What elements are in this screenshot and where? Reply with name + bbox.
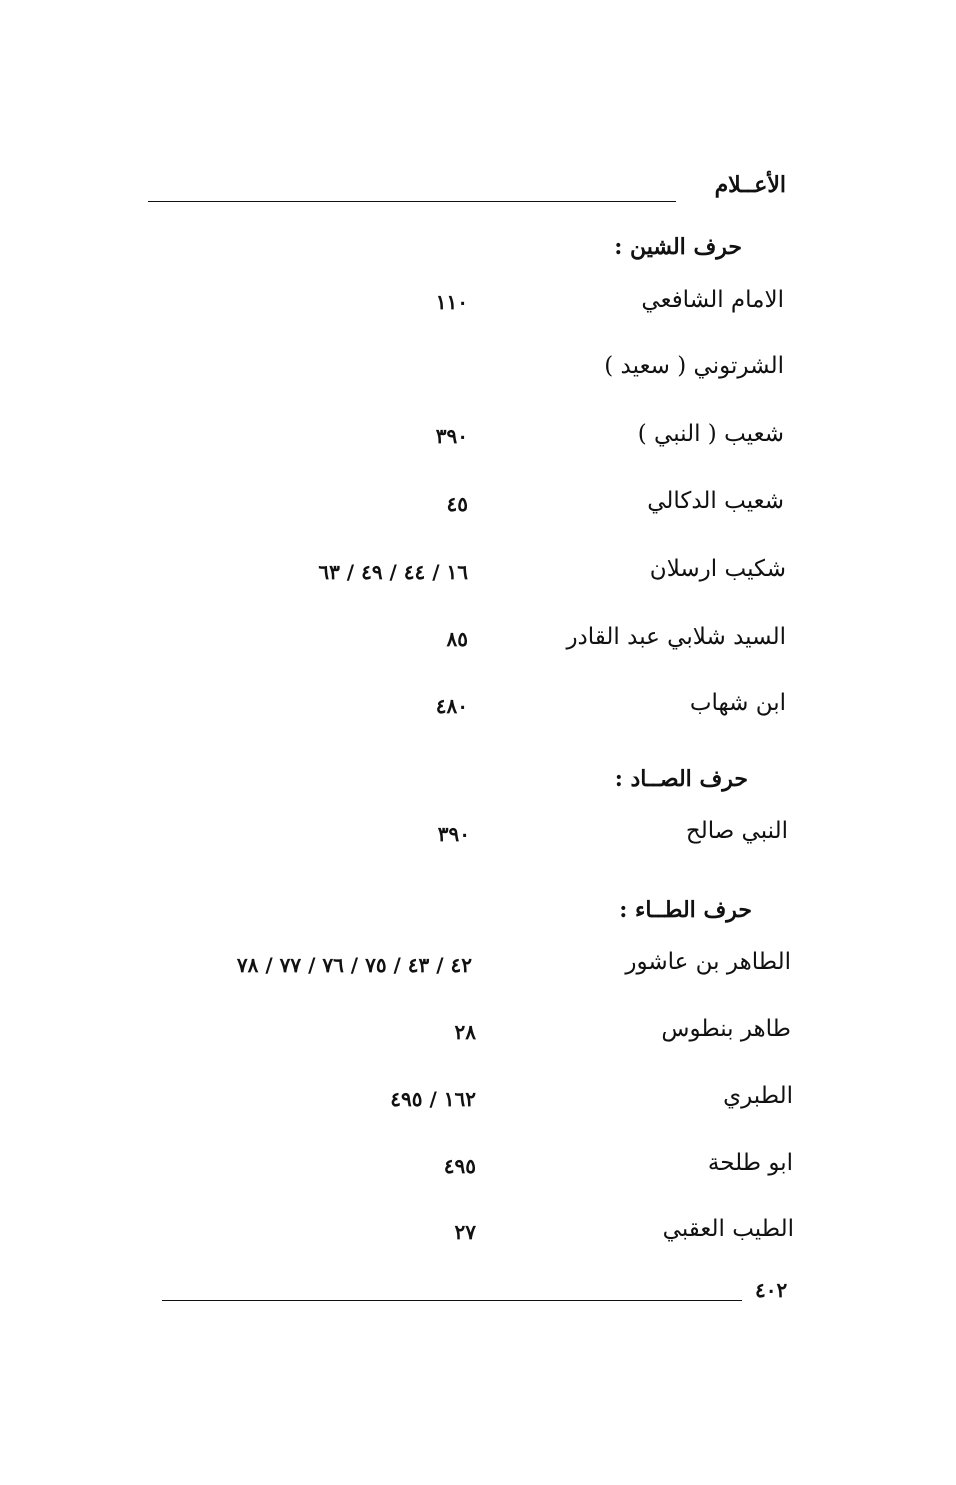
entry-name: الطيب العقبي	[662, 1216, 794, 1242]
entry-pages: ٤٢ / ٤٣ / ٧٥ / ٧٦ / ٧٧ / ٧٨	[236, 953, 472, 977]
entry-name: ابن شهاب	[689, 690, 786, 716]
entry-name: الطاهر بن عاشور	[625, 949, 791, 975]
entry-pages: ٤٨٠	[435, 694, 468, 718]
entry-pages: ٤٩٥	[443, 1154, 476, 1178]
entry-pages: ١٦٢ / ٤٩٥	[390, 1087, 476, 1111]
entry-name: شعيب ( النبي )	[637, 421, 784, 447]
entry-name: الامام الشافعي	[641, 287, 784, 313]
entry-name: شعيب الدكالي	[647, 488, 784, 514]
entry-pages: ١١٠	[435, 290, 468, 314]
entry-pages: ٣٩٠	[435, 424, 468, 448]
entry-pages: ٢٨	[454, 1020, 476, 1044]
entry-name: ابو طلحة	[707, 1150, 793, 1176]
entry-name: النبي صالح	[685, 818, 788, 844]
entry-pages: ١٦ / ٤٤ / ٤٩ / ٦٣	[318, 560, 468, 584]
footer-rule	[162, 1300, 742, 1301]
entry-pages: ٤٥	[446, 492, 468, 516]
entry-pages: ٢٧	[454, 1220, 476, 1244]
page-number: ٤٠٢	[755, 1278, 788, 1302]
entry-name: الطبري	[723, 1083, 793, 1109]
section-heading-sheen: حرف الشين :	[614, 234, 742, 260]
section-heading-taa: حرف الطــاء :	[619, 897, 752, 923]
section-heading-sad: حرف الصــاد :	[614, 766, 748, 792]
entry-name: السيد شلابي عبد القادر	[566, 624, 786, 650]
entry-pages: ٨٥	[446, 627, 468, 651]
header-rule	[148, 201, 676, 202]
entry-name: طاهر بنطوس	[661, 1016, 791, 1042]
page-header-title: الأعــلام	[714, 172, 786, 198]
entry-name: شكيب ارسلان	[649, 556, 786, 582]
entry-pages: ٣٩٠	[437, 822, 470, 846]
entry-name: الشرتوني ( سعيد )	[604, 353, 784, 379]
